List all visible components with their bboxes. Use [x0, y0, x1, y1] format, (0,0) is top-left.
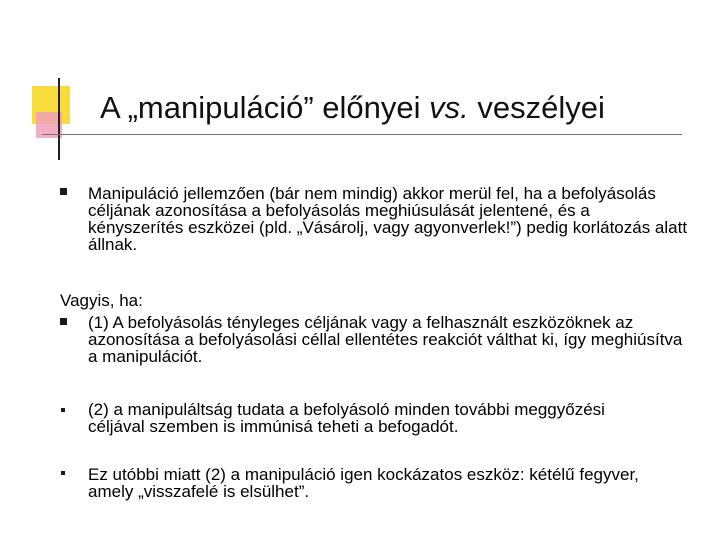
bullet-small-icon	[61, 471, 65, 475]
title-text-end: veszélyei	[468, 90, 605, 125]
bullet-text-4: Ez utóbbi miatt (2) a manipuláció igen kockázatos eszköz: kétélű fegyver, amely „visszafelé is elsülhet”.	[88, 465, 639, 501]
bullet-text-3: (2) a manipuláltság tudata a befolyásoló minden további meggyőzési céljával szemben is immúnisá teheti a befogadót.	[88, 400, 605, 436]
title-underline	[42, 134, 682, 135]
title-text-main: A „manipuláció” előnyei	[100, 90, 430, 125]
title-text-italic: vs.	[429, 90, 469, 125]
decorative-vertical-line	[58, 78, 60, 160]
intro-text: Vagyis, ha:	[60, 291, 143, 310]
bullet-square-icon	[60, 188, 67, 195]
bullet-text-2: (1) A befolyásolás tényleges céljának vagy a felhasznált eszközöknek az azonosítása a befolyásolási céllal ellentétes reakciót válthat ki, így meghiúsítva a manipulációt.	[88, 313, 683, 366]
bullet-text-1: Manipuláció jellemzően (bár nem mindig) akkor merül fel, ha a befolyásolás céljának azonosítása a befolyásolás meghiúsulását jelentené, és a kényszerítés eszközei (pld. „Vásárolj, vagy agyonverlek!”) pedig korlátozás alatt állnak.	[88, 184, 688, 254]
bullet-square-icon	[60, 318, 67, 325]
slide-title	[100, 90, 605, 126]
bullet-small-icon	[61, 408, 65, 412]
